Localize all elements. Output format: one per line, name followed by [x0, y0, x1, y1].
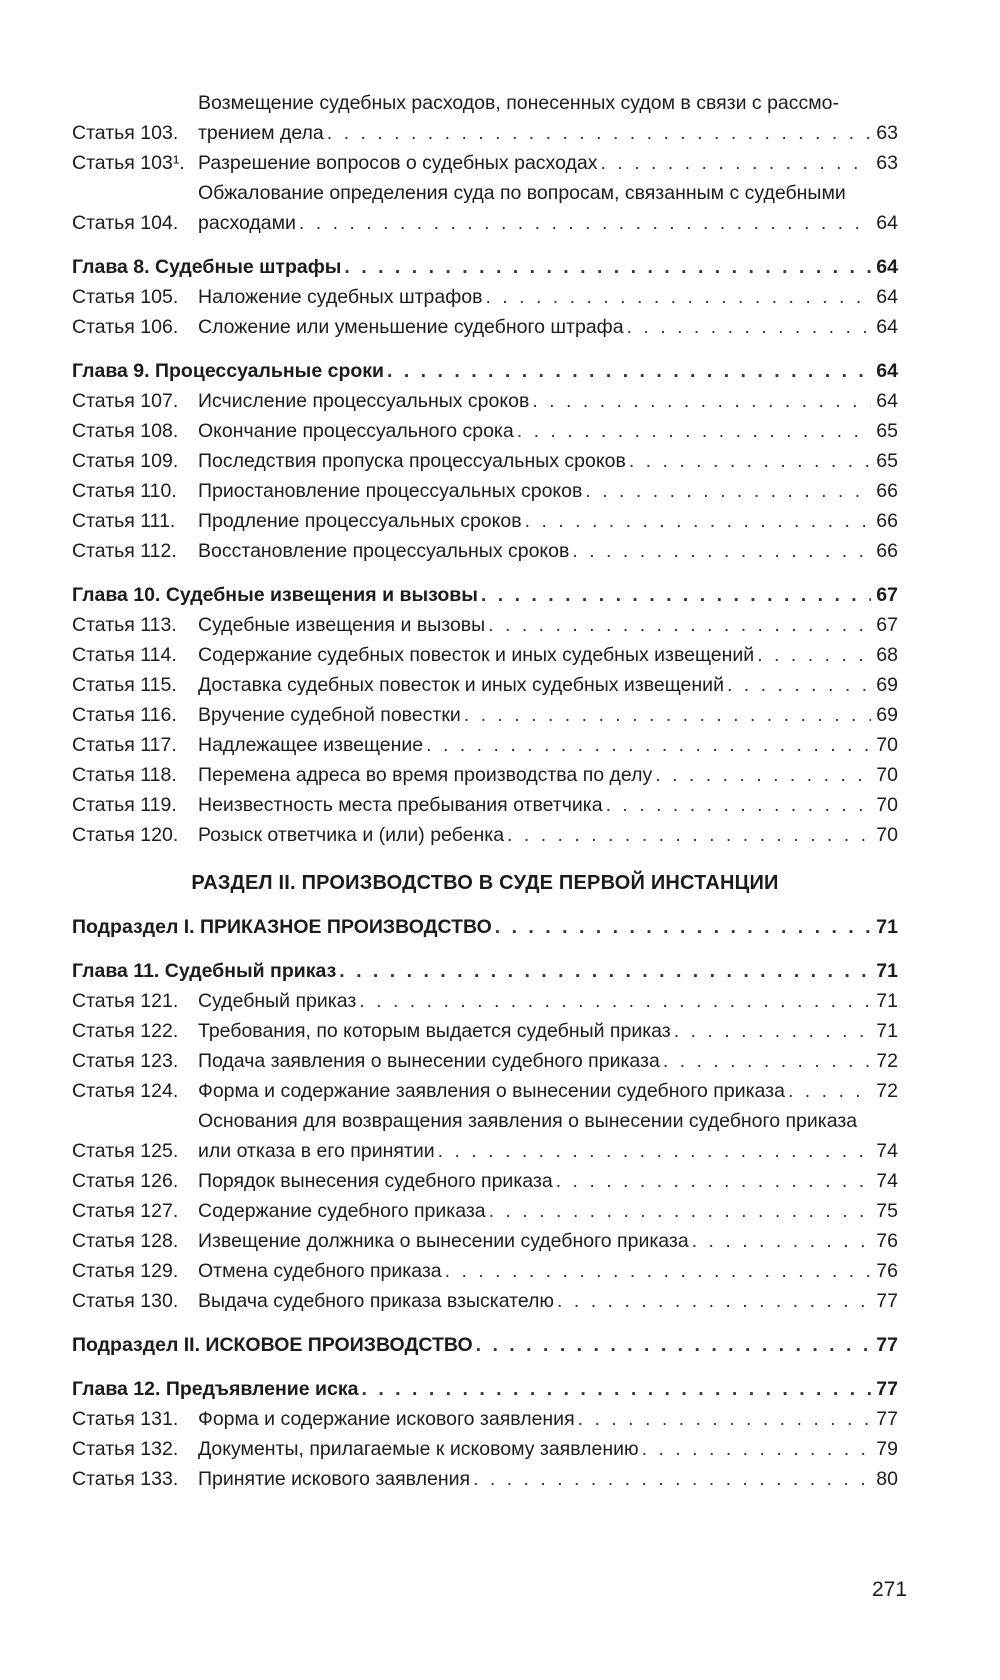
page-ref: 76: [876, 1230, 898, 1252]
dot-leader: [674, 1016, 871, 1046]
toc-entry: [72, 820, 898, 850]
entry-title: Перемена адреса во время производства по делу: [198, 764, 653, 786]
dot-leader: [655, 760, 871, 790]
article-number: Статья 121.: [72, 990, 179, 1012]
article-number: Статья 129.: [72, 1260, 179, 1282]
toc-entry: [72, 1256, 898, 1286]
article-number: Статья 103¹.: [72, 152, 185, 174]
page-ref: 66: [876, 540, 898, 562]
toc-entry: [72, 1016, 898, 1046]
dot-leader: [464, 700, 871, 730]
section-title: РАЗДЕЛ II. ПРОИЗВОДСТВО В СУДЕ ПЕРВОЙ ИНСТАНЦИИ: [191, 872, 779, 894]
toc-heading: [72, 1330, 898, 1360]
entry-title: Судебный приказ: [198, 990, 357, 1012]
page-ref: 77: [876, 1378, 898, 1400]
entry-title: Сложение или уменьшение судебного штрафа: [198, 316, 624, 338]
page-ref: 74: [876, 1170, 898, 1192]
entry-title: Глава 12. Предъявление иска: [72, 1378, 359, 1400]
toc-entry: [72, 1196, 898, 1226]
page-ref: 77: [876, 1334, 898, 1356]
entry-title: Порядок вынесения судебного приказа: [198, 1170, 553, 1192]
page-ref: 70: [876, 794, 898, 816]
article-number: Статья 112.: [72, 540, 177, 562]
dot-leader: [585, 476, 871, 506]
dot-leader: [473, 1464, 871, 1494]
toc-entry: [72, 610, 898, 640]
dot-leader: [495, 912, 871, 942]
page-ref: 71: [876, 990, 898, 1012]
entry-title: Форма и содержание искового заявления: [198, 1408, 575, 1430]
article-number: Статья 106.: [72, 316, 179, 338]
article-number: Статья 133.: [72, 1468, 179, 1490]
page-ref: 72: [876, 1050, 898, 1072]
dot-leader: [627, 312, 871, 342]
entry-title: Продление процессуальных сроков: [198, 510, 522, 532]
entry-title-line: Обжалование определения суда по вопросам, связанным с судебными: [198, 182, 846, 204]
page-ref: 65: [876, 450, 898, 472]
toc-entry: [72, 178, 898, 238]
entry-title: Выдача судебного приказа взыскателю: [198, 1290, 555, 1312]
toc-entry: [72, 1046, 898, 1076]
toc-heading: [72, 252, 898, 282]
toc-entry: [72, 416, 898, 446]
toc-heading: [72, 956, 898, 986]
toc-entry: [72, 670, 898, 700]
toc-heading: [72, 1374, 898, 1404]
entry-title: Приостановление процессуальных сроков: [198, 480, 583, 502]
article-number: Статья 125.: [72, 1140, 179, 1162]
toc-entry: [72, 1226, 898, 1256]
entry-title: или отказа в его принятии: [198, 1140, 435, 1162]
entry-title: Неизвестность места пребывания ответчика: [198, 794, 603, 816]
dot-leader: [556, 1166, 871, 1196]
dot-leader: [476, 1330, 871, 1360]
toc-entry: [72, 1286, 898, 1316]
page-ref: 75: [876, 1200, 898, 1222]
page-ref: 64: [876, 286, 898, 308]
toc-entry: [72, 640, 898, 670]
article-number: Статья 114.: [72, 644, 177, 666]
page-ref: 71: [876, 1020, 898, 1042]
dot-leader: [344, 252, 871, 282]
dot-leader: [327, 118, 871, 148]
toc-entry: [72, 312, 898, 342]
entry-title: Содержание судебных повесток и иных судебных извещений: [198, 644, 755, 666]
entry-title: Глава 9. Процессуальные сроки: [72, 360, 385, 382]
dot-leader: [387, 356, 871, 386]
dot-leader: [489, 1196, 871, 1226]
page-number: 271: [872, 1578, 908, 1601]
article-number: Статья 118.: [72, 764, 177, 786]
page-ref: 80: [876, 1468, 898, 1490]
page-ref: 77: [876, 1290, 898, 1312]
page-ref: 76: [876, 1260, 898, 1282]
page-ref: 64: [876, 316, 898, 338]
toc-entry: [72, 1166, 898, 1196]
dot-leader: [339, 956, 871, 986]
entry-title: Принятие искового заявления: [198, 1468, 471, 1490]
article-number: Статья 113.: [72, 614, 177, 636]
article-number: Статья 120.: [72, 824, 179, 846]
page-ref: 77: [876, 1408, 898, 1430]
article-number: Статья 116.: [72, 704, 177, 726]
dot-leader: [445, 1256, 871, 1286]
dot-leader: [532, 386, 871, 416]
page-ref: 69: [876, 674, 898, 696]
entry-title: Исчисление процессуальных сроков: [198, 390, 530, 412]
dot-leader: [578, 1404, 871, 1434]
article-number: Статья 105.: [72, 286, 179, 308]
toc-entry: [72, 148, 898, 178]
article-number: Статья 115.: [72, 674, 177, 696]
entry-title: Последствия пропуска процессуальных сроков: [198, 450, 626, 472]
entry-title: Глава 8. Судебные штрафы: [72, 256, 342, 278]
page-ref: 70: [876, 734, 898, 756]
entry-title: Разрешение вопросов о судебных расходах: [198, 152, 598, 174]
page-ref: 65: [876, 420, 898, 442]
dot-leader: [488, 610, 871, 640]
toc-entry: [72, 1076, 898, 1106]
article-number: Статья 103.: [72, 122, 179, 144]
article-number: Статья 132.: [72, 1438, 179, 1460]
toc-entry: [72, 1404, 898, 1434]
page-ref: 67: [876, 584, 898, 606]
entry-title-line: Возмещение судебных расходов, понесенных судом в связи с рассмо-: [198, 92, 840, 114]
dot-leader: [606, 790, 871, 820]
dot-leader: [485, 282, 871, 312]
page-ref: 64: [876, 256, 898, 278]
entry-title: Подраздел I. ПРИКАЗНОЕ ПРОИЗВОДСТВО: [72, 916, 492, 938]
article-number: Статья 124.: [72, 1080, 179, 1102]
entry-title: Содержание судебного приказа: [198, 1200, 486, 1222]
article-number: Статья 111.: [72, 510, 176, 532]
entry-title-line: Основания для возвращения заявления о вынесении судебного приказа: [198, 1110, 858, 1132]
entry-title: Извещение должника о вынесении судебного приказа: [198, 1230, 689, 1252]
article-number: Статья 130.: [72, 1290, 179, 1312]
dot-leader: [629, 446, 871, 476]
dot-leader: [507, 820, 871, 850]
toc-entry: [72, 1106, 898, 1166]
dot-leader: [481, 580, 871, 610]
page-ref: 69: [876, 704, 898, 726]
dot-leader: [359, 986, 871, 1016]
article-number: Статья 109.: [72, 450, 179, 472]
toc-entry: [72, 88, 898, 148]
entry-title: Восстановление процессуальных сроков: [198, 540, 570, 562]
dot-leader: [438, 1136, 871, 1166]
dot-leader: [517, 416, 871, 446]
toc-entry: [72, 790, 898, 820]
entry-title: Доставка судебных повесток и иных судебных извещений: [198, 674, 724, 696]
toc-entry: [72, 730, 898, 760]
dot-leader: [299, 208, 871, 238]
entry-title: Глава 10. Судебные извещения и вызовы: [72, 584, 478, 606]
entry-title: Вручение судебной повестки: [198, 704, 461, 726]
page-ref: 66: [876, 480, 898, 502]
article-number: Статья 126.: [72, 1170, 179, 1192]
entry-title: Подача заявления о вынесении судебного приказа: [198, 1050, 660, 1072]
toc-entry: [72, 282, 898, 312]
article-number: Статья 123.: [72, 1050, 179, 1072]
entry-title: Требования, по которым выдается судебный приказ: [198, 1020, 671, 1042]
dot-leader: [692, 1226, 871, 1256]
toc-entry: [72, 1434, 898, 1464]
page-ref: 70: [876, 824, 898, 846]
entry-title: Подраздел II. ИСКОВОЕ ПРОИЗВОДСТВО: [72, 1334, 473, 1356]
toc-entry: [72, 476, 898, 506]
page-ref: 72: [876, 1080, 898, 1102]
article-number: Статья 117.: [72, 734, 177, 756]
toc-entry: [72, 506, 898, 536]
article-number: Статья 119.: [72, 794, 177, 816]
toc-entry: [72, 446, 898, 476]
entry-title: Надлежащее извещение: [198, 734, 424, 756]
toc-entry: [72, 700, 898, 730]
toc-heading: [72, 356, 898, 386]
entry-title: Отмена судебного приказа: [198, 1260, 442, 1282]
dot-leader: [663, 1046, 871, 1076]
dot-leader: [426, 730, 871, 760]
entry-title: трением дела: [198, 122, 324, 144]
article-number: Статья 108.: [72, 420, 179, 442]
page-ref: 71: [876, 916, 898, 938]
entry-title: Документы, прилагаемые к исковому заявлению: [198, 1438, 639, 1460]
entry-title: Окончание процессуального срока: [198, 420, 514, 442]
article-number: Статья 107.: [72, 390, 179, 412]
toc-entry: [72, 536, 898, 566]
page-ref: 67: [876, 614, 898, 636]
page-ref: 64: [876, 390, 898, 412]
article-number: Статья 128.: [72, 1230, 179, 1252]
table-of-contents: [72, 88, 898, 1494]
toc-entry: [72, 760, 898, 790]
page-ref: 63: [876, 152, 898, 174]
dot-leader: [727, 670, 871, 700]
toc-heading: [72, 912, 898, 942]
dot-leader: [525, 506, 871, 536]
article-number: Статья 122.: [72, 1020, 179, 1042]
dot-leader: [642, 1434, 871, 1464]
page-ref: 63: [876, 122, 898, 144]
page-ref: 68: [876, 644, 898, 666]
toc-entry: [72, 386, 898, 416]
dot-leader: [362, 1374, 872, 1404]
entry-title: расходами: [198, 212, 296, 234]
entry-title: Наложение судебных штрафов: [198, 286, 483, 308]
page-ref: 74: [876, 1140, 898, 1162]
dot-leader: [757, 640, 871, 670]
page-ref: 64: [876, 360, 898, 382]
article-number: Статья 110.: [72, 480, 177, 502]
toc-heading: [72, 580, 898, 610]
toc-entry: [72, 1464, 898, 1494]
page-ref: 79: [876, 1438, 898, 1460]
page-ref: 70: [876, 764, 898, 786]
dot-leader: [572, 536, 871, 566]
toc-entry: [72, 986, 898, 1016]
dot-leader: [788, 1076, 871, 1106]
page-ref: 66: [876, 510, 898, 532]
article-number: Статья 131.: [72, 1408, 179, 1430]
dot-leader: [600, 148, 871, 178]
page-ref: 71: [876, 960, 898, 982]
entry-title: Розыск ответчика и (или) ребенка: [198, 824, 505, 846]
entry-title: Форма и содержание заявления о вынесении судебного приказа: [198, 1080, 785, 1102]
entry-title: Судебные извещения и вызовы: [198, 614, 486, 636]
entry-title: Глава 11. Судебный приказ: [72, 960, 337, 982]
dot-leader: [557, 1286, 871, 1316]
page-ref: 64: [876, 212, 898, 234]
article-number: Статья 127.: [72, 1200, 179, 1222]
article-number: Статья 104.: [72, 212, 179, 234]
